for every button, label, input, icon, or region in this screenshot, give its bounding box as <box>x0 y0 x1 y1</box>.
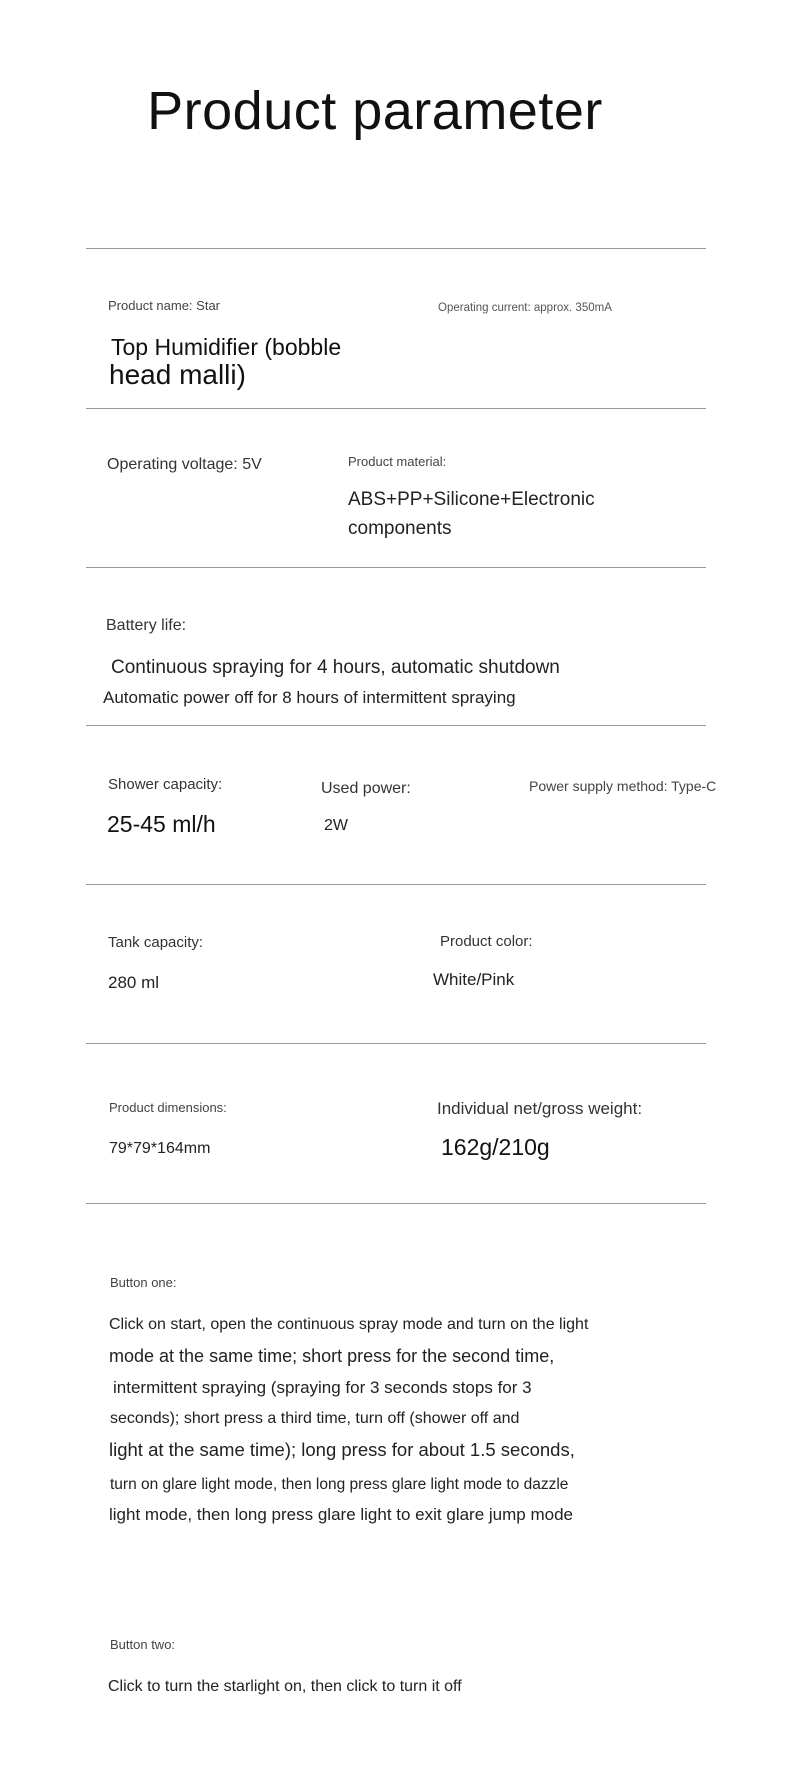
product-color-value: White/Pink <box>433 970 515 989</box>
battery-life-line1: Continuous spraying for 4 hours, automatic shutdown <box>111 657 560 678</box>
power-supply-method: Power supply method: Type-C <box>529 778 717 794</box>
product-name-value-line2: head malli) <box>109 359 246 390</box>
product-material-value-line1: ABS+PP+Silicone+Electronic <box>348 489 595 510</box>
product-dimensions-label: Product dimensions: <box>109 1100 227 1115</box>
divider <box>86 884 706 885</box>
shower-capacity-label: Shower capacity: <box>108 776 223 793</box>
battery-life-label: Battery life: <box>106 617 187 634</box>
operating-current: Operating current: approx. 350mA <box>438 302 612 314</box>
button-one-line: light at the same time); long press for about 1.5 seconds, <box>109 1439 575 1460</box>
divider <box>86 408 706 409</box>
product-material-label: Product material: <box>348 454 447 469</box>
product-name-value-line1: Top Humidifier (bobble <box>111 334 342 360</box>
tank-capacity-value: 280 ml <box>108 973 160 992</box>
product-name-label: Product name: Star <box>108 298 220 313</box>
battery-life-line2: Automatic power off for 8 hours of intermittent spraying <box>103 688 516 707</box>
divider <box>86 567 706 568</box>
button-one-line: seconds); short press a third time, turn off (shower off and <box>110 1410 520 1427</box>
page-title: Product parameter <box>147 81 603 141</box>
divider <box>86 725 706 726</box>
operating-voltage: Operating voltage: 5V <box>107 456 262 473</box>
product-material-value-line2: components <box>348 518 452 539</box>
divider <box>86 1043 706 1044</box>
button-one-line: mode at the same time; short press for the second time, <box>109 1346 555 1366</box>
weight-label: Individual net/gross weight: <box>437 1099 643 1118</box>
button-one-label: Button one: <box>110 1275 177 1290</box>
tank-capacity-label: Tank capacity: <box>108 934 204 951</box>
button-one-line: Click on start, open the continuous spray mode and turn on the light <box>109 1316 589 1333</box>
used-power-label: Used power: <box>321 780 411 797</box>
product-dimensions-value: 79*79*164mm <box>109 1140 211 1157</box>
divider <box>86 1203 706 1204</box>
button-one-line: intermittent spraying (spraying for 3 seconds stops for 3 <box>113 1378 532 1397</box>
weight-value: 162g/210g <box>441 1134 550 1160</box>
button-two-label: Button two: <box>110 1637 176 1652</box>
button-one-line: light mode, then long press glare light to exit glare jump mode <box>109 1505 573 1524</box>
button-two-text: Click to turn the starlight on, then click to turn it off <box>108 1678 462 1695</box>
shower-capacity-value: 25-45 ml/h <box>107 811 216 837</box>
used-power-value: 2W <box>324 817 348 834</box>
product-color-label: Product color: <box>440 933 533 950</box>
divider <box>86 248 706 249</box>
button-one-line: turn on glare light mode, then long press glare light mode to dazzle <box>110 1476 569 1493</box>
